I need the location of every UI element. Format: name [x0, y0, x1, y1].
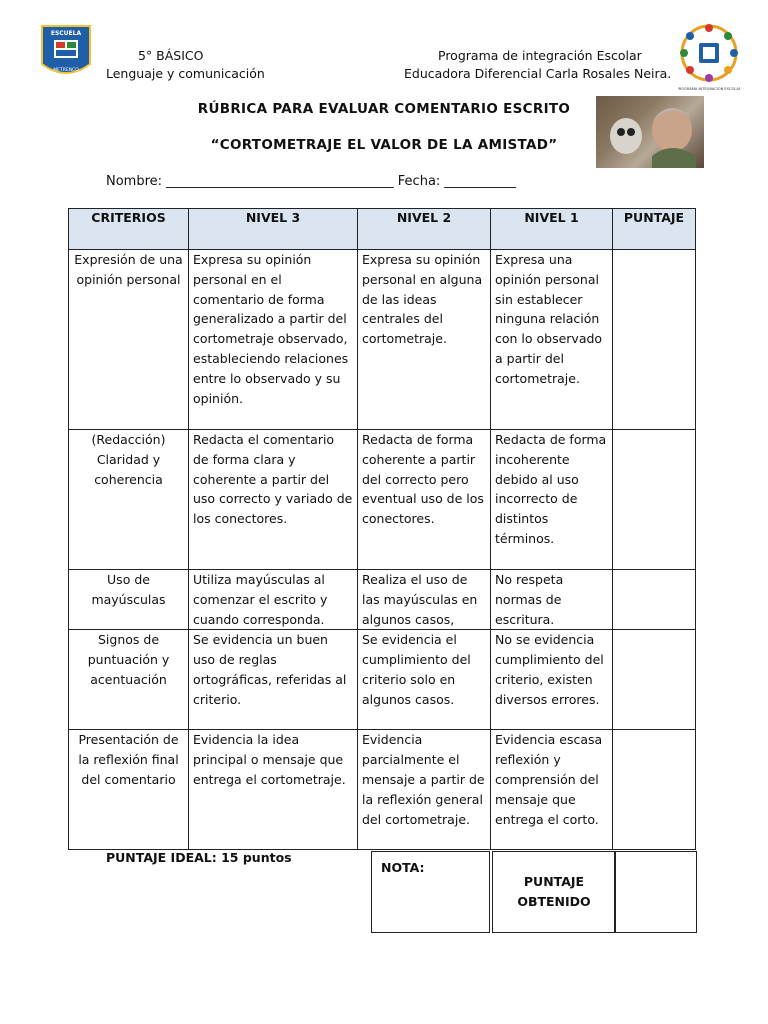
- page-title: RÚBRICA PARA EVALUAR COMENTARIO ESCRITO: [197, 101, 571, 117]
- criterion-cell: Expresión de una opinión personal: [69, 250, 189, 430]
- grade-label: 5° BÁSICO: [138, 48, 204, 63]
- level-1-cell: No se evidencia cumplimiento del criterio, existen diversos errores.: [491, 630, 613, 730]
- header-nivel-1: NIVEL 1: [491, 209, 613, 250]
- score-cell[interactable]: [613, 250, 696, 430]
- obtained-score-input-box[interactable]: [614, 851, 697, 933]
- page-subtitle: “CORTOMETRAJE EL VALOR DE LA AMISTAD”: [210, 137, 558, 153]
- nota-box[interactable]: [371, 851, 490, 933]
- level-3-cell: Expresa su opinión personal en el comentario de forma generalizado a partir del cortometraje observado, estableciendo relaciones entre lo observado y su opinión.: [189, 250, 358, 430]
- nota-label: NOTA:: [381, 860, 425, 875]
- name-date-line: Nombre: ___________________________________ Fecha: ___________: [106, 174, 516, 189]
- obtained-score-label-box: [492, 851, 616, 933]
- score-cell[interactable]: [613, 730, 696, 850]
- level-3-cell: Se evidencia un buen uso de reglas ortográficas, referidas al criterio.: [189, 630, 358, 730]
- level-2-cell: Evidencia parcialmente el mensaje a partir de la reflexión general del cortometraje.: [358, 730, 491, 850]
- film-still-image: [596, 96, 704, 168]
- level-2-cell: Redacta de forma coherente a partir del correcto pero eventual uso de los conectores.: [358, 430, 491, 570]
- ideal-score-label: PUNTAJE IDEAL: 15 puntos: [106, 850, 292, 865]
- criterion-cell: Presentación de la reflexión final del comentario: [69, 730, 189, 850]
- criterion-cell: (Redacción) Claridad y coherencia: [69, 430, 189, 570]
- table-row: [69, 570, 696, 630]
- program-label: Programa de integración Escolar: [438, 48, 642, 63]
- header-nivel-2: NIVEL 2: [358, 209, 491, 250]
- level-3-cell: Utiliza mayúsculas al comenzar el escrito y cuando corresponda.: [189, 570, 358, 630]
- table-row: [69, 630, 696, 730]
- table-row: [69, 430, 696, 570]
- score-cell[interactable]: [613, 430, 696, 570]
- table-row: [69, 250, 696, 430]
- level-3-cell: Redacta el comentario de forma clara y coherente a partir del uso correcto y variado de los conectores.: [189, 430, 358, 570]
- school-logo: [40, 24, 92, 82]
- table-row: [69, 730, 696, 850]
- level-1-cell: No respeta normas de escritura.: [491, 570, 613, 630]
- level-1-cell: Evidencia escasa reflexión y comprensión del mensaje que entrega el corto.: [491, 730, 613, 850]
- teacher-label: Educadora Diferencial Carla Rosales Neira.: [404, 66, 672, 81]
- header-puntaje: PUNTAJE: [613, 209, 696, 250]
- level-1-cell: Expresa una opinión personal sin establecer ninguna relación con lo observado a partir del cortometraje.: [491, 250, 613, 430]
- obtained-score-label: PUNTAJE OBTENIDO: [517, 874, 591, 909]
- pie-logo-caption: PROGRAMA INTEGRACIÓN ESCOLAR: [678, 87, 740, 91]
- level-2-cell: Realiza el uso de las mayúsculas en algunos casos,: [358, 570, 491, 630]
- level-3-cell: Evidencia la idea principal o mensaje que entrega el cortometraje.: [189, 730, 358, 850]
- subject-label: Lenguaje y comunicación: [106, 66, 265, 81]
- level-2-cell: Se evidencia el cumplimiento del criterio solo en algunos casos.: [358, 630, 491, 730]
- pie-logo: [678, 22, 740, 96]
- school-logo-subtext: METRENCO: [53, 68, 79, 73]
- header-nivel-3: NIVEL 3: [189, 209, 358, 250]
- criterion-cell: Uso de mayúsculas: [69, 570, 189, 630]
- school-logo-text: ESCUELA: [50, 30, 82, 37]
- score-cell[interactable]: [613, 630, 696, 730]
- level-1-cell: Redacta de forma incoherente debido al uso incorrecto de distintos términos.: [491, 430, 613, 570]
- table-header-row: [69, 209, 696, 250]
- level-2-cell: Expresa su opinión personal en alguna de las ideas centrales del cortometraje.: [358, 250, 491, 430]
- rubric-table: [68, 208, 696, 850]
- criterion-cell: Signos de puntuación y acentuación: [69, 630, 189, 730]
- header-criterios: CRITERIOS: [69, 209, 189, 250]
- score-cell[interactable]: [613, 570, 696, 630]
